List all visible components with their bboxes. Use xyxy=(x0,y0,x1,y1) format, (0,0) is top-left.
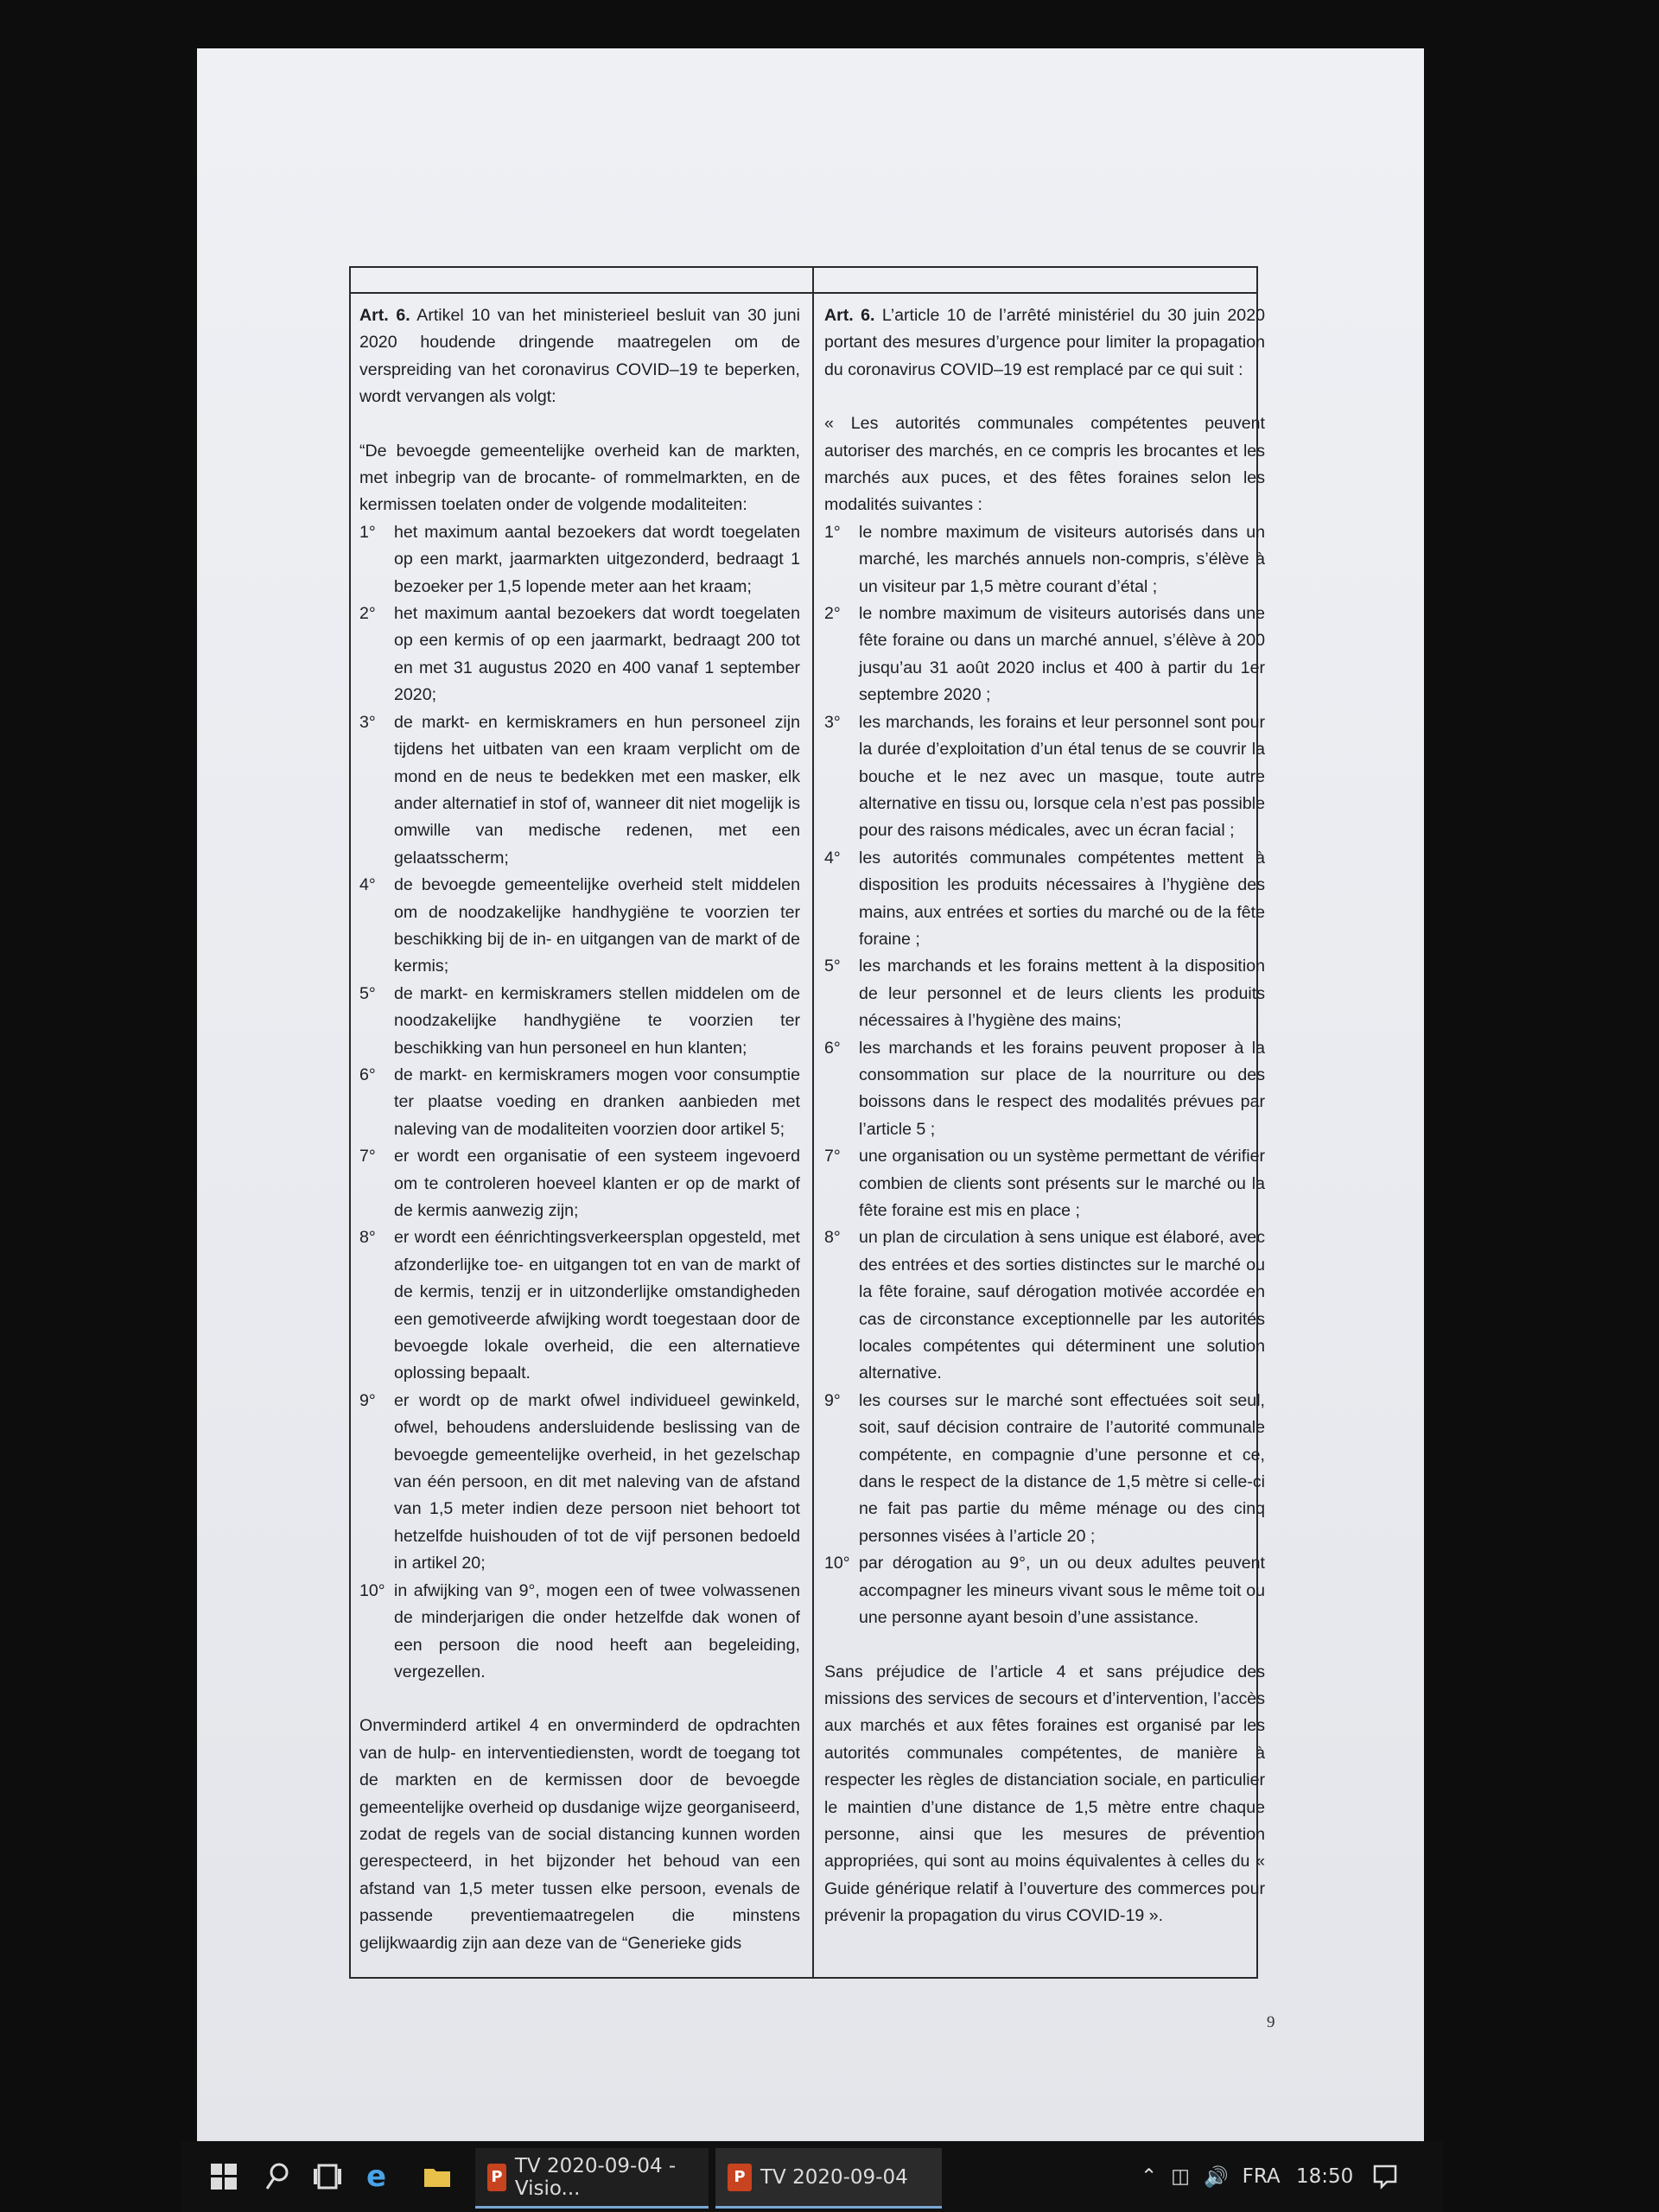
item-number: 8° xyxy=(359,1228,376,1248)
item-text: un plan de circulation à sens unique est élaboré, avec des entrées et des sorties distinctes sur le marché ou la fête foraine, sauf dérogation motivée accordée en cas de circonstance exceptionnelle par les autorités locales compétentes qui déterminent une solution alternative. xyxy=(859,1228,1265,1383)
fr-list-item xyxy=(824,953,1265,1034)
taskbar-app-document[interactable] xyxy=(715,2148,942,2209)
item-number: 10° xyxy=(359,1580,385,1600)
item-text: de bevoegde gemeentelijke overheid stelt middelen om de noodzakelijke handhygiëne te voorzien ter beschikking bij de in- en uitgangen van de markt of de kermis; xyxy=(394,875,800,976)
nl-closing: Onverminderd artikel 4 en onverminderd de opdrachten van de hulp- en interventiediensten, wordt de toegang tot de markten en de kermissen door de bevoegde gemeentelijke overheid op dusdanige wijze georganiseerd, zodat de regels van de social distancing kunnen worden gerespecteerd, in het bijzonder het behoud van een afstand van 1,5 meter tussen elke persoon, evenals de passende preventiemaatregelen die minstens gelijkwaardig zijn aan deze van de “Generieke gids xyxy=(359,1716,800,1953)
language-indicator[interactable]: FRA xyxy=(1242,2165,1281,2188)
volume-icon[interactable]: 🔊 xyxy=(1204,2165,1229,2189)
fr-list-item xyxy=(824,519,1265,601)
pdf-app-icon: P xyxy=(487,2164,506,2191)
item-number: 2° xyxy=(359,604,376,624)
item-number: 4° xyxy=(359,875,376,895)
nl-list-item xyxy=(359,519,800,601)
fr-list-item xyxy=(824,1035,1265,1144)
item-text: de markt- en kermiskramers mogen voor consumptie ter plaatse voeding en dranken aanbieden met naleving van de modaliteiten voorzien door artikel 5; xyxy=(394,1065,800,1139)
nl-list-item xyxy=(359,1224,800,1387)
item-text: het maximum aantal bezoekers dat wordt toegelaten op een markt, jaarmarkten uitgezonderd, bedraagt 1 bezoeker per 1,5 lopende meter aan het kraam; xyxy=(394,522,800,596)
edge-browser-icon[interactable]: e xyxy=(366,2159,387,2194)
windows-taskbar xyxy=(181,2141,1443,2212)
nl-lead: “De bevoegde gemeentelijke overheid kan de markten, met inbegrip van de brocante- of rommelmarkten, en de kermissen toelaten onder de volgende modaliteiten: xyxy=(359,441,800,515)
item-text: er wordt een éénrichtingsverkeersplan opgesteld, met afzonderlijke toe- en uitgangen tot en van de markt of de kermis, tenzij er in uitzonderlijke omstandigheden een gemotiveerde afwijking wordt toegestaan door de bevoegde lokale overheid, die een alternatieve oplossing bepaalt. xyxy=(394,1228,800,1383)
pdf-app-icon: P xyxy=(728,2164,752,2191)
item-number: 1° xyxy=(359,522,376,542)
fr-list-item xyxy=(824,845,1265,954)
item-number: 5° xyxy=(359,983,376,1003)
item-text: er wordt op de markt ofwel individueel gewinkeld, ofwel, behoudens andersluidende beslissing van de bevoegde gemeentelijke overheid, in het gezelschap van één persoon, en dit met naleving van de afstand van 1,5 meter indien deze persoon niet behoort tot hetzelfde huishouden of tot de vijf personen bedoeld in artikel 20; xyxy=(394,1390,800,1573)
network-icon[interactable]: ◫ xyxy=(1171,2165,1191,2188)
column-divider xyxy=(812,268,814,1977)
item-text: in afwijking van 9°, mogen een of twee volwassenen de minderjarigen die onder hetzelfde dak wonen of een persoon die nood heeft aan begeleiding, vergezellen. xyxy=(394,1580,800,1681)
windows-start-icon[interactable] xyxy=(211,2141,237,2212)
notification-icon[interactable] xyxy=(1372,2141,1398,2212)
item-text: er wordt een organisatie of een systeem ingevoerd om te controleren hoeveel klanten er op de markt of de kermis aanwezig zijn; xyxy=(394,1147,800,1220)
item-number: 9° xyxy=(359,1390,376,1410)
item-text: les marchands et les forains peuvent proposer à la consommation sur place de la nourriture ou des boissons dans le respect des modalités prévues par l’article 5 ; xyxy=(859,1038,1265,1139)
nl-list-item xyxy=(359,1578,800,1687)
fr-list-item xyxy=(824,1224,1265,1387)
french-column xyxy=(824,302,1265,1930)
fr-list-item xyxy=(824,709,1265,845)
item-text: le nombre maximum de visiteurs autorisés dans un marché, les marchés annuels non-compris, s’élève à un visiteur par 1,5 mètre courant d’étal ; xyxy=(859,522,1265,596)
fr-closing: Sans préjudice de l’article 4 et sans préjudice des missions des services de secours et d’intervention, l’accès aux marchés et aux fêtes foraines est organisé par les autorités communales compétentes, de manière à respecter les règles de distanciation sociale, en particulier le maintien d’une distance de 1,5 mètre entre chaque personne, ainsi que les mesures de prévention appropriées, qui sont au moins équivalentes à celles du « Guide générique relatif à l’ouverture des commerces pour prévenir la propagation du virus COVID-19 ». xyxy=(824,1662,1265,1926)
fr-list-item xyxy=(824,1388,1265,1550)
nl-list-item xyxy=(359,709,800,872)
fr-list-item xyxy=(824,601,1265,709)
table-header-rule xyxy=(351,292,1256,294)
nl-list-item xyxy=(359,1388,800,1578)
chevron-up-icon[interactable]: ⌃ xyxy=(1141,2165,1158,2188)
item-text: het maximum aantal bezoekers dat wordt toegelaten op een kermis of op een jaarmarkt, bedraagt 200 tot en met 31 augustus 2020 en 400 vanaf 1 september 2020; xyxy=(394,604,800,705)
item-text: par dérogation au 9°, un ou deux adultes peuvent accompagner les mineurs vivant sous le même toit ou une personne ayant besoin d’une assistance. xyxy=(859,1554,1265,1628)
item-number: 6° xyxy=(824,1038,841,1058)
app2-label: TV 2020-09-04 xyxy=(760,2165,908,2189)
item-text: de markt- en kermiskramers stellen middelen om de noodzakelijke handhygiëne te voorzien ter beschikking van hun personeel en hun klanten; xyxy=(394,983,800,1058)
dutch-column xyxy=(359,302,800,1957)
nl-list-item xyxy=(359,872,800,981)
search-icon[interactable] xyxy=(264,2141,290,2212)
nl-intro: Art. 6. Artikel 10 van het ministerieel besluit van 30 juni 2020 houdende dringende maatregelen om de verspreiding van het coronavirus COVID–19 te beperken, wordt vervangen als volgt: xyxy=(359,306,800,407)
task-view-icon[interactable] xyxy=(313,2141,342,2212)
item-number: 3° xyxy=(359,712,376,732)
nl-list-item xyxy=(359,601,800,709)
item-text: les autorités communales compétentes mettent à disposition les produits nécessaires à l’hygiène des mains, aux entrées et sorties du marché ou de la fête foraine ; xyxy=(859,848,1265,949)
item-text: le nombre maximum de visiteurs autorisés dans une fête foraine ou dans un marché annuel, s’élève à 200 jusqu’au 31 août 2020 inclus et 400 à partir du 1er septembre 2020 ; xyxy=(859,604,1265,705)
file-explorer-icon[interactable] xyxy=(423,2141,451,2212)
fr-items-list xyxy=(824,519,1265,1632)
system-tray xyxy=(1141,2141,1294,2212)
nl-list-item xyxy=(359,981,800,1062)
item-number: 7° xyxy=(359,1147,376,1166)
app1-label: TV 2020-09-04 - Visio... xyxy=(514,2154,677,2200)
fr-lead: « Les autorités communales compétentes peuvent autoriser des marchés, en ce compris les brocantes et les marchés aux puces, et des fêtes foraines selon les modalités suivantes : xyxy=(824,414,1265,515)
item-number: 3° xyxy=(824,712,841,732)
item-text: de markt- en kermiskramers en hun personeel zijn tijdens het uitbaten van een kraam verplicht om de mond en de neus te bedekken met een masker, elk ander alternatief in stof of, wanneer dit niet mogelijk is omwille van medische redenen, met een gelaatsscherm; xyxy=(394,712,800,868)
item-number: 2° xyxy=(824,604,841,624)
bilingual-table xyxy=(349,266,1265,1979)
clock[interactable]: 18:50 xyxy=(1296,2165,1354,2188)
item-number: 5° xyxy=(824,957,841,976)
fr-intro: Art. 6. L’article 10 de l’arrêté ministériel du 30 juin 2020 portant des mesures d’urgence pour limiter la propagation du coronavirus COVID–19 est remplacé par ce qui suit : xyxy=(824,306,1265,379)
taskbar-app-visio[interactable] xyxy=(475,2148,709,2209)
item-number: 7° xyxy=(824,1147,841,1166)
item-number: 4° xyxy=(824,848,841,868)
item-number: 6° xyxy=(359,1065,376,1084)
fr-list-item xyxy=(824,1550,1265,1631)
item-number: 9° xyxy=(824,1390,841,1410)
item-text: les marchands et les forains mettent à la disposition de leur personnel et de leurs clients les produits nécessaires à l’hygiène des mains; xyxy=(859,957,1265,1031)
item-number: 10° xyxy=(824,1554,850,1573)
document-page xyxy=(197,48,1424,2143)
nl-list-item xyxy=(359,1062,800,1143)
nl-items-list xyxy=(359,519,800,1686)
item-text: les courses sur le marché sont effectuées soit seul, soit, sauf décision contraire de l’autorité communale compétente, en compagnie d’une personne et ce, dans le respect de la distance de 1,5 mètre si celle-ci ne fait pas partie du même ménage ou des cinq personnes visées à l’article 20 ; xyxy=(859,1390,1265,1546)
fr-list-item xyxy=(824,1143,1265,1224)
item-text: les marchands, les forains et leur personnel sont pour la durée d’exploitation d’un étal tenus de se couvrir la bouche et le nez avec un masque, toute autre alternative en tissu ou, lorsque cela n’est pas possible pour des raisons médicales, avec un écran facial ; xyxy=(859,712,1265,841)
item-text: une organisation ou un système permettant de vérifier combien de clients sont présents sur le marché ou la fête foraine est mis en place ; xyxy=(859,1147,1265,1220)
monitor-screen xyxy=(197,48,1424,2143)
item-number: 8° xyxy=(824,1228,841,1248)
nl-list-item xyxy=(359,1143,800,1224)
item-number: 1° xyxy=(824,522,841,542)
page-number: 9 xyxy=(1267,2013,1275,2031)
